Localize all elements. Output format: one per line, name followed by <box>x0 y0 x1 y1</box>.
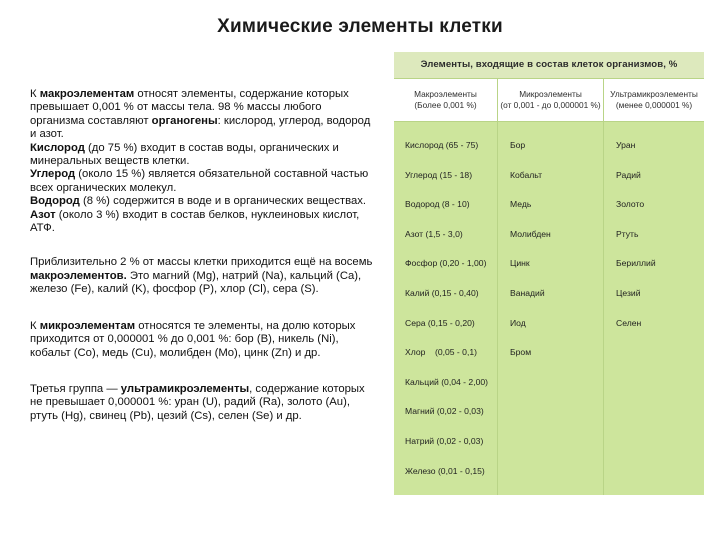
table-cell: Кислород (65 - 75) <box>405 140 479 150</box>
table-cell: Кобальт <box>510 169 543 180</box>
emphasis-text: микроэлементам <box>39 319 136 332</box>
emphasis-text: органогены <box>151 114 218 127</box>
table-cell: Иод <box>510 317 526 328</box>
paragraph-eight-macroelements <box>30 256 375 296</box>
table-column-macroelements <box>394 122 497 495</box>
paragraph-nitrogen <box>30 209 375 236</box>
emphasis-text: Водород <box>30 195 80 208</box>
elements-table <box>394 52 704 495</box>
header-range: (менее 0,000001 %) <box>615 100 693 110</box>
table-cell: Магний (0,02 - 0,03) <box>405 406 484 417</box>
table-cell: Бериллий <box>616 258 656 269</box>
table-cell: Водород (8 - 10) <box>405 199 470 210</box>
table-cell: Золото <box>616 199 645 210</box>
table-header-row <box>394 78 704 122</box>
table-cell: Кальций (0,04 - 2,00) <box>405 376 489 387</box>
body-text: Это магний (Mg), натрий (Na), кальций (Ca), железо (Fe), калий (K), фосфор (P), хлор (Cl), сера (S). <box>30 269 362 296</box>
body-text: (до 75 %) входит в состав воды, органических и минеральных веществ клетки. <box>30 141 339 168</box>
emphasis-text: макроэлементам <box>39 88 135 100</box>
table-cell: Цинк <box>510 258 530 269</box>
table-caption: Элементы, входящие в состав клеток организмов, % <box>394 52 704 78</box>
body-text: Третья группа — <box>30 382 121 395</box>
table-column-ultramicroelements <box>603 122 704 495</box>
table-cell: Ртуть <box>616 228 639 239</box>
table-column-microelements <box>497 122 603 495</box>
table-cell: Бор <box>510 140 526 150</box>
table-cell: Уран <box>616 140 636 150</box>
emphasis-text: макроэлементов. <box>30 269 127 282</box>
table-cell: Бром <box>510 347 532 358</box>
header-title: Макроэлементы <box>414 88 477 99</box>
header-title: Микроэлементы <box>519 88 582 99</box>
table-cell: Калий (0,15 - 0,40) <box>405 287 479 298</box>
table-cell: Сера (0,15 - 0,20) <box>405 317 475 328</box>
table-header-microelements <box>497 79 603 121</box>
body-text: относятся те элементы, на долю которых приходится от 0,000001 % до 0,001 %: бор (B), никель (Ni), кобальт (Co), медь (Cu), молибден (Mo), цинк (Zn) и др. <box>30 319 356 359</box>
table-cell: Углерод (15 - 18) <box>405 169 473 180</box>
table-cell: Фосфор (0,20 - 1,00) <box>405 258 487 269</box>
body-text: , содержание которых не превышает 0,000001 %: уран (U), радий (Ra), золото (Au), ртуть (Hg), свинец (Pb), цезий (Cs), селен (Se) и др. <box>30 382 365 422</box>
table-cell: Железо (0,01 - 0,15) <box>405 465 485 476</box>
table-cell: Медь <box>510 199 532 210</box>
body-text: К <box>30 88 40 100</box>
table-body <box>394 122 704 495</box>
text-column <box>30 88 375 423</box>
header-range: (от 0,001 - до 0,000001 %) <box>500 100 601 110</box>
body-text: (около 15 %) является обязательной составной частью всех органических молекул. <box>30 168 369 194</box>
table-header-ultramicroelements <box>603 79 704 121</box>
paragraph-oxygen <box>30 142 375 169</box>
emphasis-text: Кислород <box>30 141 85 154</box>
table-cell: Хлор (0,05 - 0,1) <box>405 347 477 358</box>
paragraph-microelements <box>30 320 375 360</box>
table-cell: Селен <box>616 317 642 328</box>
emphasis-text: Углерод <box>30 168 76 181</box>
table-cell: Натрий (0,02 - 0,03) <box>405 435 484 446</box>
body-text: (8 %) содержится в воде и в органических веществах. <box>79 195 367 208</box>
body-text: (около 3 %) входит в состав белков, нуклеиновых кислот, АТФ. <box>30 208 360 235</box>
emphasis-text: Азот <box>30 208 56 221</box>
table-cell: Азот (1,5 - 3,0) <box>405 228 463 239</box>
table-cell: Радий <box>616 169 641 180</box>
page-title: Химические элементы клетки <box>217 16 503 37</box>
body-text: К <box>30 319 40 332</box>
paragraph-macro-intro <box>30 88 375 142</box>
body-text: Приблизительно 2 % от массы клетки приходится ещё на восемь <box>30 256 373 269</box>
table-cell: Ванадий <box>510 287 545 298</box>
header-title: Ультрамикроэлементы <box>610 88 698 99</box>
paragraph-hydrogen <box>30 195 375 208</box>
table-cell: Молибден <box>510 228 551 239</box>
header-range: (Более 0,001 %) <box>414 100 477 110</box>
table-cell: Цезий <box>616 287 641 298</box>
emphasis-text: ультрамикроэлементы <box>120 382 250 395</box>
body-text: относят элементы, содержание которых превышает 0,001 % от массы тела. 98 % массы любого организма составляют <box>30 88 349 127</box>
table-header-macroelements <box>394 79 497 121</box>
paragraph-carbon <box>30 168 375 195</box>
body-text: : кислород, углерод, водород и азот. <box>30 114 371 141</box>
paragraph-ultramicroelements <box>30 383 375 423</box>
